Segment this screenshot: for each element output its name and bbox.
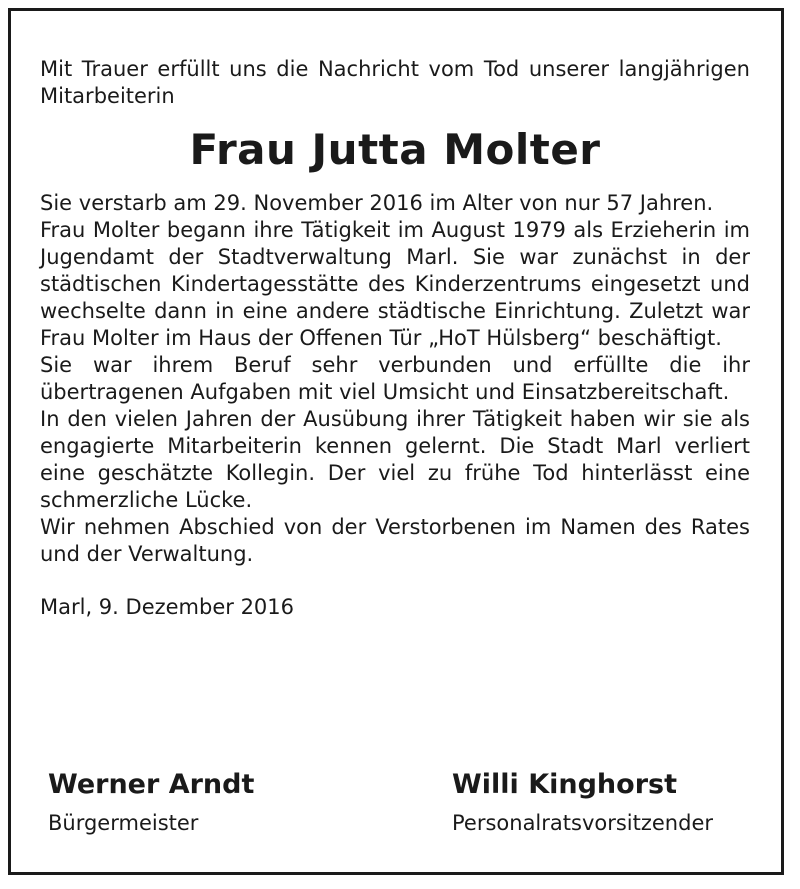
paragraph-tribute: In den vielen Jahren der Ausübung ihrer Tätigkeit haben wir sie als engagierte Mitarbeiterin kennen gelernt. Die Stadt Marl verliert eine geschätzte Kollegin. Der viel zu frühe Tod hinterlässt eine schmerzliche Lücke. [40, 407, 750, 512]
signer-council-chair [452, 768, 713, 837]
paragraph-dedication: Sie war ihrem Beruf sehr verbunden und erfüllte die ihr übertragenen Aufgaben mit viel Umsicht und Einsatzbereitschaft. [40, 353, 750, 404]
paragraph-farewell: Wir nehmen Abschied von der Verstorbenen im Namen des Rates und der Verwaltung. [40, 515, 750, 566]
deceased-name: Frau Jutta Molter [189, 125, 601, 174]
obituary-content [40, 56, 750, 621]
paragraph-career: Frau Molter begann ihre Tätigkeit im August 1979 als Erzieherin im Jugendamt der Stadtverwaltung Marl. Sie war zunächst in der städtischen Kindertagesstätte des Kinderzentrums eingesetzt und wechselte dann in eine andere städtische Einrichtung. Zuletzt war Frau Molter im Haus der Offenen Tür „HoT Hülsberg“ beschäftigt. [40, 218, 750, 350]
signer-name: Werner Arndt [48, 769, 255, 800]
intro-text: Mit Trauer erfüllt uns die Nachricht vom Tod unserer langjährigen Mitarbeiterin [40, 57, 750, 108]
obituary-body [40, 190, 750, 568]
paragraph-death: Sie verstarb am 29. November 2016 im Alter von nur 57 Jahren. [40, 191, 714, 215]
date-line: Marl, 9. Dezember 2016 [40, 595, 295, 619]
signer-role: Bürgermeister [48, 811, 199, 835]
signer-mayor [48, 768, 254, 837]
signer-name: Willi Kinghorst [452, 769, 677, 800]
signer-role: Personalratsvorsitzender [452, 811, 714, 835]
